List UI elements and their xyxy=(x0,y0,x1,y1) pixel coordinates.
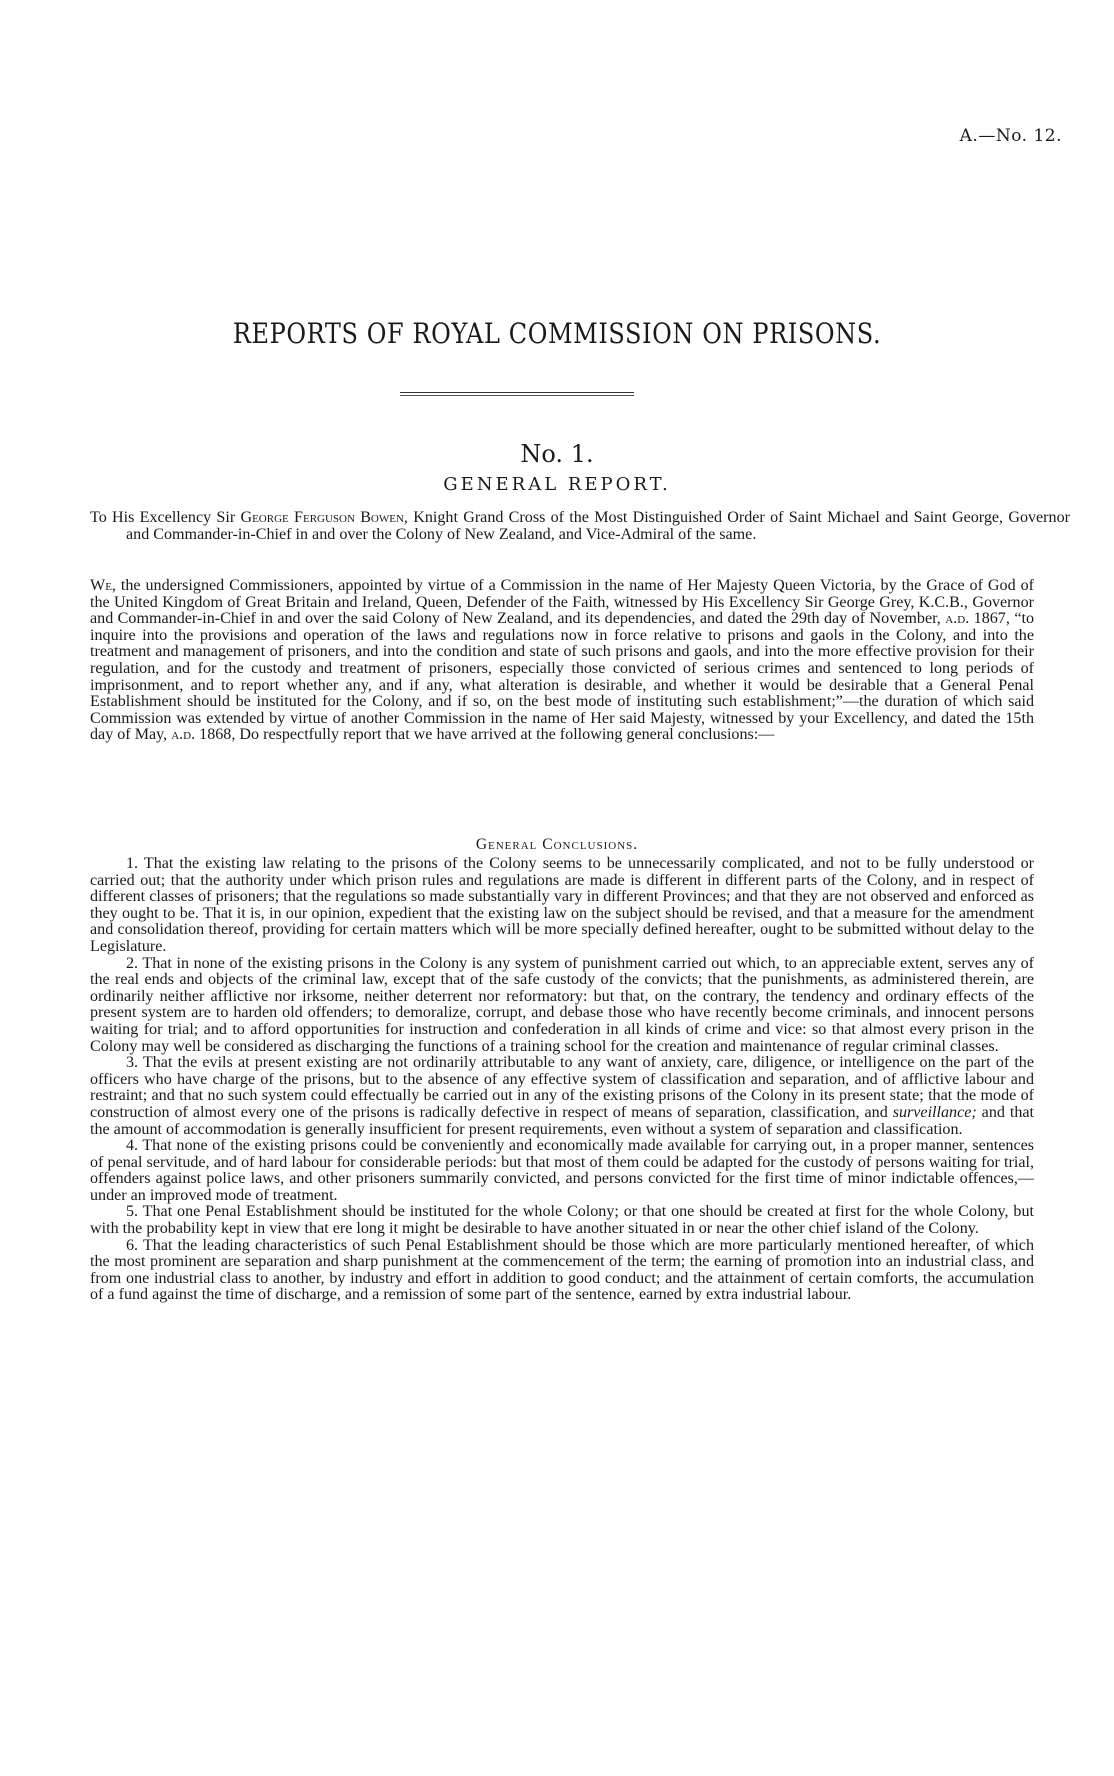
report-heading: GENERAL REPORT. xyxy=(443,474,671,495)
report-number: No. 1. xyxy=(520,440,594,468)
preamble-part-1: , the undersigned Commissioners, appointed by virtue of a Commission in the name of Her Majesty Queen Victoria, by the Grace of God of the United Kingdom of Great Britain and Ireland, Queen, Defender of the Faith, witnessed by His Excellency Sir George Grey, K.C.B., Governor and Commander-in-Chief in and over the said Colony of New Zealand, and its dependencies, and dated the 29th day of November, xyxy=(90,577,1034,628)
conclusion-2: 2. That in none of the existing prisons in the Colony is any system of punishment carried out which, to an appreciable extent, serves any of the real ends and objects of the criminal law, except that of the safe custody of the convicts; that the punishments, as administered therein, are ordinarily neither afflictive nor irksome, neither deterrent nor reformatory: but that, on the contrary, the tendency and ordinary effects of the present system are to harden old offenders; to demoralize, corrupt, and debase those who have recently become criminals, and innocent persons waiting for trial; and to afford opportunities for instruction and confederation in all kinds of crime and vice: so that almost every prison in the Colony may well be considered as discharging the functions of a training school for the creation and maintenance of regular criminal classes. xyxy=(90,954,1034,1055)
preamble-part-2: 1867, “to inquire into the provisions and operation of the laws and regulations now in force relative to prisons and gaols in the Colony, and into the treatment and management of prisoners, and into the condition and state of such prisons and gaols, and into the more effective provision for their regulation, and for the custody and treatment of prisoners, especially those convicted of serious crimes and sentenced to long periods of imprisonment, and to report whether any, and if any, what alteration is desirable, and whether it would be desirable that a General Penal Establishment should be instituted for the Colony, and if so, on the best mode of instituting such establishment;”—the duration of which said Commission was extended by virtue of another Commission in the name of Her said Majesty, witnessed by your Excellency, and dated the 15th day of May, xyxy=(90,610,1034,744)
title-divider xyxy=(400,392,634,396)
address-paragraph xyxy=(90,510,1070,543)
conclusion-3-part-2: and that the amount of accommodation is generally insufficient for present requirements, even without a system of separation and classification. xyxy=(90,1103,1034,1138)
conclusion-1: 1. That the existing law relating to the prisons of the Colony seems to be unnecessarily complicated, and not to be fully understood or carried out; that the authority under which prison rules and regulations are made is different in different parts of the Colony, and in respect of different classes of prisoners; that the regulations so made substantially vary in different Provinces; and that they are not observed and enforced as they ought to be. That it is, in our opinion, expedient that the existing law on the subject should be revised, and that a measure for the amendment and consolidation thereof, providing for certain matters which will be more specially defined hereafter, ought to be submitted without delay to the Legislature. xyxy=(90,855,1034,955)
conclusion-3 xyxy=(90,1055,1034,1138)
preamble-part-3: 1868, Do respectfully report that we have arrived at the following general conclusions:— xyxy=(195,726,775,744)
conclusion-3-emphasis: surveillance; xyxy=(892,1103,977,1121)
section-heading: General Conclusions. xyxy=(475,836,639,853)
preamble-era-2: a.d. xyxy=(171,726,196,744)
address-name: George Ferguson Bowen xyxy=(240,509,404,526)
document-reference: A.—No. 12. xyxy=(959,126,1062,146)
conclusion-5: 5. That one Penal Establishment should be instituted for the whole Colony; or that one should be created at first for the whole Colony, but with the probability kept in view that ere long it might be desirable to have another situated in or near the other chief island of the Colony. xyxy=(90,1203,1034,1238)
page-title: REPORTS OF ROYAL COMMISSION ON PRISONS. xyxy=(232,317,882,351)
conclusion-3-part-1: 3. That the evils at present existing are not ordinarily attributable to any want of anxiety, care, diligence, or intelligence on the part of the officers who have charge of the prisons, but to the absence of any effective system of classification and separation, and of afflictive labour and restraint; and that no such system could effectually be carried out in any of the existing prisons of the Colony in its present state; that the mode of construction of almost every one of the prisons is radically defective in respect of means of separation, classification, and xyxy=(90,1054,1034,1121)
preamble-opening: We xyxy=(90,577,112,594)
conclusion-4: 4. That none of the existing prisons could be conveniently and economically made available for carrying out, in a proper manner, sentences of penal servitude, and of hard labour for considerable periods: but that most of them could be adapted for the custody of persons waiting for trial, offenders against police laws, and other prisoners summarily convicted, and persons convicted for the first time of minor indictable offences,—under an improved mode of treatment. xyxy=(90,1137,1034,1204)
preamble-era-1: a.d. xyxy=(945,610,970,628)
conclusions-list xyxy=(90,856,1034,1304)
conclusion-6: 6. That the leading characteristics of such Penal Establishment should be those which are more particularly mentioned hereafter, of which the most prominent are separation and sharp punishment at the commencement of the term; the earning of promotion into an industrial class, and from one industrial class to another, by industry and effort in addition to good conduct; and the attainment of certain comforts, the accumulation of a fund against the time of discharge, and a remission of some part of the sentence, earned by extra industrial labour. xyxy=(90,1236,1034,1304)
address-rest: , Knight Grand Cross of the Most Distinguished Order of Saint Michael and Saint George, Governor and Commander-in-Chief in and over the Colony of New Zealand, and Vice-Admiral of the same. xyxy=(126,509,1070,543)
preamble-paragraph xyxy=(90,578,1034,744)
address-to: To His Excellency Sir xyxy=(90,509,241,526)
